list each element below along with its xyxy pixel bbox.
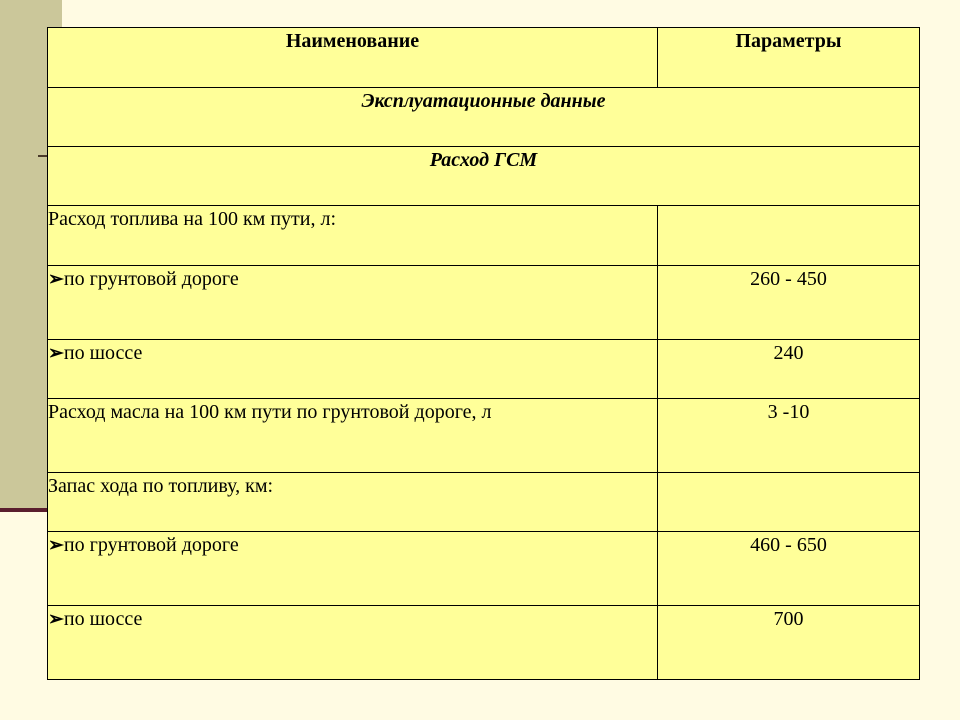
row-name: по грунтовой дороге <box>63 268 239 290</box>
section-title: Эксплуатационные данные <box>48 88 920 147</box>
row-name-cell <box>48 340 658 399</box>
row-name: по грунтовой дороге <box>63 534 239 556</box>
row-value: 260 - 450 <box>658 266 920 340</box>
table-row <box>48 340 920 399</box>
section-row <box>48 88 920 147</box>
row-value: 3 -10 <box>658 399 920 473</box>
table-row <box>48 206 920 266</box>
table-row <box>48 606 920 680</box>
bullet-arrow-icon: ➢ <box>48 609 64 630</box>
row-name-cell <box>48 606 658 680</box>
row-value: 700 <box>658 606 920 680</box>
subsection-title: Расход ГСМ <box>48 147 920 206</box>
row-value <box>658 473 920 532</box>
header-params: Параметры <box>658 28 920 88</box>
bullet-arrow-icon: ➢ <box>48 535 64 556</box>
header-row <box>48 28 920 88</box>
row-name: Запас хода по топливу, км: <box>48 473 658 532</box>
row-value <box>658 206 920 266</box>
spec-table <box>47 27 920 680</box>
table-row <box>48 473 920 532</box>
row-name: по шоссе <box>63 342 143 364</box>
table-row <box>48 399 920 473</box>
row-value: 460 - 650 <box>658 532 920 606</box>
subsection-row <box>48 147 920 206</box>
row-value: 240 <box>658 340 920 399</box>
row-name-cell <box>48 266 658 340</box>
header-name: Наименование <box>48 28 658 88</box>
bullet-arrow-icon: ➢ <box>48 269 64 290</box>
row-name: Расход масла на 100 км пути по грунтовой дороге, л <box>48 399 658 473</box>
row-name-cell <box>48 532 658 606</box>
table-row <box>48 532 920 606</box>
table-row <box>48 266 920 340</box>
row-name: Расход топлива на 100 км пути, л: <box>48 206 658 266</box>
row-name: по шоссе <box>63 608 143 630</box>
bullet-arrow-icon: ➢ <box>48 343 64 364</box>
